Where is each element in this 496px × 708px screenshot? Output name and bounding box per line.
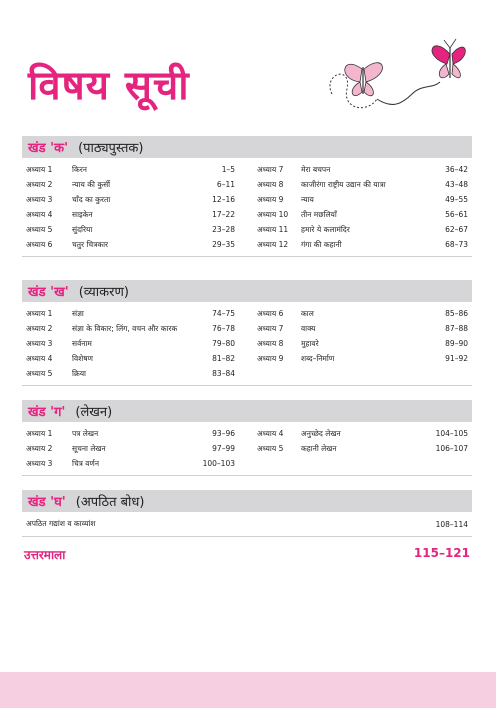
chapter-number: अध्याय 5 (26, 224, 53, 234)
chapter-title: मेरा बचपन (301, 164, 331, 174)
section-divider (22, 536, 472, 537)
chapter-row[interactable] (22, 192, 247, 207)
chapter-column-left (22, 306, 247, 381)
chapter-number: अध्याय 6 (257, 308, 284, 318)
butterfly-decoration (322, 34, 472, 134)
chapter-row[interactable] (22, 177, 247, 192)
chapter-row[interactable] (22, 366, 247, 381)
section-divider (22, 256, 472, 257)
section-header (22, 136, 472, 158)
chapter-row[interactable] (22, 336, 247, 351)
chapter-row[interactable] (247, 192, 472, 207)
chapter-title: चाँद का कुरता (72, 194, 111, 204)
chapter-number: अध्याय 6 (26, 239, 53, 249)
section-header (22, 280, 472, 302)
chapter-column-right (247, 162, 472, 252)
chapter-column-left (22, 426, 247, 471)
section-label: खंड 'ख' (28, 285, 69, 300)
chapter-number: अध्याय 5 (257, 443, 284, 453)
chapter-pages: 49–55 (445, 195, 468, 204)
chapter-number: अध्याय 4 (257, 428, 284, 438)
chapter-number: अध्याय 8 (257, 338, 284, 348)
chapter-number: अध्याय 5 (26, 368, 53, 378)
butterfly-icon (432, 39, 465, 78)
chapter-title: पत्र लेखन (72, 428, 99, 438)
chapter-row[interactable] (22, 306, 247, 321)
section-name: (अपठित बोध) (75, 495, 145, 510)
chapter-pages: 89–90 (445, 339, 468, 348)
chapter-title: किरन (72, 164, 87, 174)
chapter-row[interactable] (247, 306, 472, 321)
chapter-row[interactable] (22, 456, 247, 471)
chapter-row[interactable] (22, 222, 247, 237)
answer-key-label: उत्तरमाला (24, 548, 66, 562)
chapter-row[interactable] (22, 351, 247, 366)
section-name: (व्याकरण) (78, 285, 129, 300)
chapter-pages: 43–48 (445, 180, 468, 189)
section-header (22, 490, 472, 512)
chapter-title: अपठित गद्यांश व काव्यांश (26, 519, 96, 528)
chapter-title: शब्द–निर्माण (301, 353, 335, 363)
section-divider (22, 475, 472, 476)
chapter-title: कहानी लेखन (301, 443, 337, 453)
chapter-pages: 87–88 (445, 324, 468, 333)
chapter-title: हमारे ये कलामंदिर (301, 224, 350, 234)
chapter-title: न्याय की कुर्सी (72, 179, 111, 189)
chapter-title: चित्र वर्णन (72, 458, 99, 468)
chapter-pages: 104–105 (435, 429, 468, 438)
chapter-pages: 85–86 (445, 309, 468, 318)
chapter-row[interactable] (247, 426, 472, 441)
chapter-number: अध्याय 3 (26, 338, 53, 348)
chapter-row[interactable] (247, 237, 472, 252)
chapter-number: अध्याय 12 (257, 239, 289, 249)
section-divider (22, 385, 472, 386)
section-ka (22, 136, 472, 257)
chapter-pages: 6–11 (216, 180, 235, 189)
section-label: खंड 'ग' (28, 405, 66, 420)
chapter-title: न्याय (301, 194, 314, 204)
chapter-title: गंगा की कहानी (301, 239, 342, 249)
chapter-pages: 91–92 (445, 354, 468, 363)
chapter-number: अध्याय 11 (257, 224, 289, 234)
chapter-title: विशेषण (72, 353, 93, 363)
chapter-number: अध्याय 4 (26, 353, 53, 363)
section-name: (पाठ्यपुस्तक) (78, 141, 144, 156)
chapter-number: अध्याय 7 (257, 164, 284, 174)
footer-band (0, 672, 496, 708)
chapter-pages: 100–103 (202, 459, 235, 468)
chapter-row[interactable] (247, 441, 472, 456)
chapter-pages: 17–22 (212, 210, 235, 219)
chapter-pages: 23–28 (212, 225, 235, 234)
chapter-pages: 83–84 (212, 369, 235, 378)
chapter-number: अध्याय 3 (26, 458, 53, 468)
chapter-row[interactable] (247, 222, 472, 237)
section-ga (22, 400, 472, 476)
chapter-pages: 79–80 (212, 339, 235, 348)
chapter-row[interactable] (247, 207, 472, 222)
chapter-number: अध्याय 2 (26, 443, 53, 453)
chapter-row[interactable] (22, 441, 247, 456)
chapter-number: अध्याय 7 (257, 323, 284, 333)
chapter-row[interactable] (247, 162, 472, 177)
chapter-row[interactable] (247, 351, 472, 366)
chapter-column-left (22, 162, 247, 252)
chapter-pages: 12–16 (212, 195, 235, 204)
chapter-number: अध्याय 9 (257, 194, 284, 204)
page-title: विषय सूची (28, 63, 190, 109)
chapter-pages: 1–5 (221, 165, 235, 174)
chapter-number: अध्याय 1 (26, 164, 53, 174)
chapter-pages: 68–73 (445, 240, 468, 249)
chapter-number: अध्याय 9 (257, 353, 284, 363)
section-name: (लेखन) (75, 405, 113, 420)
chapter-number: अध्याय 2 (26, 323, 53, 333)
chapter-row[interactable] (247, 321, 472, 336)
chapter-pages: 97–99 (212, 444, 235, 453)
chapter-pages: 81–82 (212, 354, 235, 363)
chapter-row[interactable] (22, 207, 247, 222)
chapter-title: क्रिया (72, 368, 86, 378)
chapter-number: अध्याय 4 (26, 209, 53, 219)
chapter-pages: 74–75 (212, 309, 235, 318)
chapter-pages: 36–42 (445, 165, 468, 174)
section-kha (22, 280, 472, 386)
chapter-pages: 56–61 (445, 210, 468, 219)
chapter-pages: 62–67 (445, 225, 468, 234)
chapter-number: अध्याय 8 (257, 179, 284, 189)
butterfly-icon (345, 63, 383, 96)
chapter-pages: 76–78 (212, 324, 235, 333)
chapter-pages: 106–107 (435, 444, 468, 453)
chapter-row[interactable] (22, 516, 472, 532)
section-label: खंड 'क' (28, 141, 69, 156)
chapter-number: अध्याय 1 (26, 428, 53, 438)
chapter-title: साइकेन (72, 209, 93, 219)
chapter-column-right (247, 306, 472, 381)
chapter-number: अध्याय 3 (26, 194, 53, 204)
chapter-title: सुंदरिया (72, 224, 93, 234)
chapter-title: चतुर चित्रकार (72, 239, 109, 249)
chapter-row[interactable] (22, 426, 247, 441)
chapter-title: काजीरंगा राष्ट्रीय उद्यान की यात्रा (301, 179, 386, 189)
answer-key-pages: 115–121 (413, 546, 470, 560)
chapter-title: अनुच्छेद लेखन (301, 428, 341, 438)
chapter-pages: 93–96 (212, 429, 235, 438)
chapter-title: वाक्य (301, 323, 316, 333)
section-gha (22, 490, 472, 537)
chapter-row[interactable] (22, 321, 247, 336)
chapter-row[interactable] (22, 162, 247, 177)
chapter-title: सूचना लेखन (72, 443, 106, 453)
chapter-number: अध्याय 2 (26, 179, 53, 189)
chapter-pages: 29–35 (212, 240, 235, 249)
section-header (22, 400, 472, 422)
chapter-title: सर्वनाम (72, 338, 92, 348)
chapter-title: काल (301, 308, 314, 318)
chapter-row[interactable] (247, 177, 472, 192)
chapter-row[interactable] (247, 336, 472, 351)
chapter-title: संज्ञा (72, 308, 84, 318)
section-label: खंड 'घ' (28, 495, 66, 510)
chapter-number: अध्याय 10 (257, 209, 289, 219)
chapter-title: तीन मछलियाँ (301, 209, 337, 219)
chapter-row[interactable] (22, 237, 247, 252)
chapter-column-right (247, 426, 472, 471)
chapter-title: संज्ञा के विकार; लिंग, वचन और कारक (72, 323, 178, 333)
answer-key-row[interactable] (24, 546, 470, 563)
chapter-pages: 108–114 (435, 519, 468, 529)
chapter-number: अध्याय 1 (26, 308, 53, 318)
chapter-title: मुहावरे (301, 338, 319, 348)
